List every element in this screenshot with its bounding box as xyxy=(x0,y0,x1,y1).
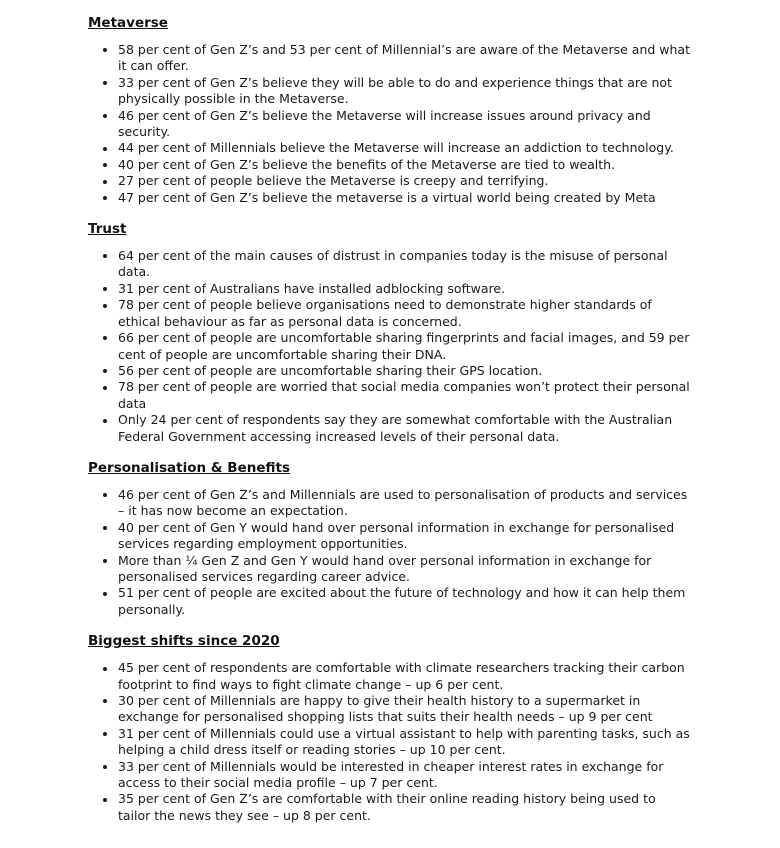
bullet-item: 58 per cent of Gen Z’s and 53 per cent of Millennial’s are aware of the Metaverse and what it can offer. xyxy=(102,42,690,75)
bullet-item: 31 per cent of Australians have installed adblocking software. xyxy=(102,281,690,297)
section-heading-metaverse: Metaverse xyxy=(88,15,168,31)
bullet-item: 45 per cent of respondents are comfortable with climate researchers tracking their carbon footprint to find ways to fight climate change – up 6 per cent. xyxy=(102,660,690,693)
bullet-item: 33 per cent of Millennials would be interested in cheaper interest rates in exchange for access to their social media profile – up 7 per cent. xyxy=(102,759,690,792)
section-biggest-shifts-since-2020 xyxy=(88,633,690,824)
bullet-item: 27 per cent of people believe the Metaverse is creepy and terrifying. xyxy=(102,173,690,189)
bullet-item: Only 24 per cent of respondents say they are somewhat comfortable with the Australian Federal Government accessing increased levels of their personal data. xyxy=(102,412,690,445)
bullet-item: 64 per cent of the main causes of distrust in companies today is the misuse of personal data. xyxy=(102,248,690,281)
bullet-item: 33 per cent of Gen Z’s believe they will be able to do and experience things that are not physically possible in the Metaverse. xyxy=(102,75,690,108)
bullet-list-biggest-shifts-since-2020 xyxy=(88,660,690,824)
section-trust xyxy=(88,221,690,445)
bullet-item: 56 per cent of people are uncomfortable sharing their GPS location. xyxy=(102,363,690,379)
bullet-item: 47 per cent of Gen Z’s believe the metaverse is a virtual world being created by Meta xyxy=(102,190,690,206)
bullet-item: 78 per cent of people are worried that social media companies won’t protect their personal data xyxy=(102,379,690,412)
bullet-item: 40 per cent of Gen Z’s believe the benefits of the Metaverse are tied to wealth. xyxy=(102,157,690,173)
bullet-item: 40 per cent of Gen Y would hand over personal information in exchange for personalised services regarding employment opportunities. xyxy=(102,520,690,553)
bullet-item: 51 per cent of people are excited about the future of technology and how it can help them personally. xyxy=(102,585,690,618)
section-heading-biggest-shifts-since-2020: Biggest shifts since 2020 xyxy=(88,633,280,650)
section-heading-personalisation-benefits: Personalisation & Benefits xyxy=(88,459,290,476)
bullet-item: 66 per cent of people are uncomfortable sharing fingerprints and facial images, and 59 per cent of people are uncomfortable sharing their DNA. xyxy=(102,330,690,363)
bullet-list-trust xyxy=(88,248,690,445)
bullet-item: 30 per cent of Millennials are happy to give their health history to a supermarket in exchange for personalised shopping lists that suits their health needs – up 9 per cent xyxy=(102,693,690,726)
bullet-item: 44 per cent of Millennials believe the Metaverse will increase an addiction to technology. xyxy=(102,140,690,156)
bullet-item: 35 per cent of Gen Z’s are comfortable with their online reading history being used to tailor the news they see – up 8 per cent. xyxy=(102,791,690,824)
section-heading-trust: Trust xyxy=(88,221,127,238)
bullet-list-personalisation-benefits xyxy=(88,487,690,618)
bullet-item: 31 per cent of Millennials could use a virtual assistant to help with parenting tasks, such as helping a child dress itself or reading stories – up 10 per cent. xyxy=(102,726,690,759)
section-personalisation-benefits xyxy=(88,460,690,618)
bullet-list-metaverse xyxy=(88,42,690,206)
bullet-item: 46 per cent of Gen Z’s believe the Metaverse will increase issues around privacy and security. xyxy=(102,108,690,141)
section-metaverse xyxy=(88,15,690,206)
bullet-item: 78 per cent of people believe organisations need to demonstrate higher standards of ethical behaviour as far as personal data is concerned. xyxy=(102,297,690,330)
bullet-item: More than ¼ Gen Z and Gen Y would hand over personal information in exchange for personalised services regarding career advice. xyxy=(102,553,690,586)
bullet-item: 46 per cent of Gen Z’s and Millennials are used to personalisation of products and services – it has now become an expectation. xyxy=(102,487,690,520)
